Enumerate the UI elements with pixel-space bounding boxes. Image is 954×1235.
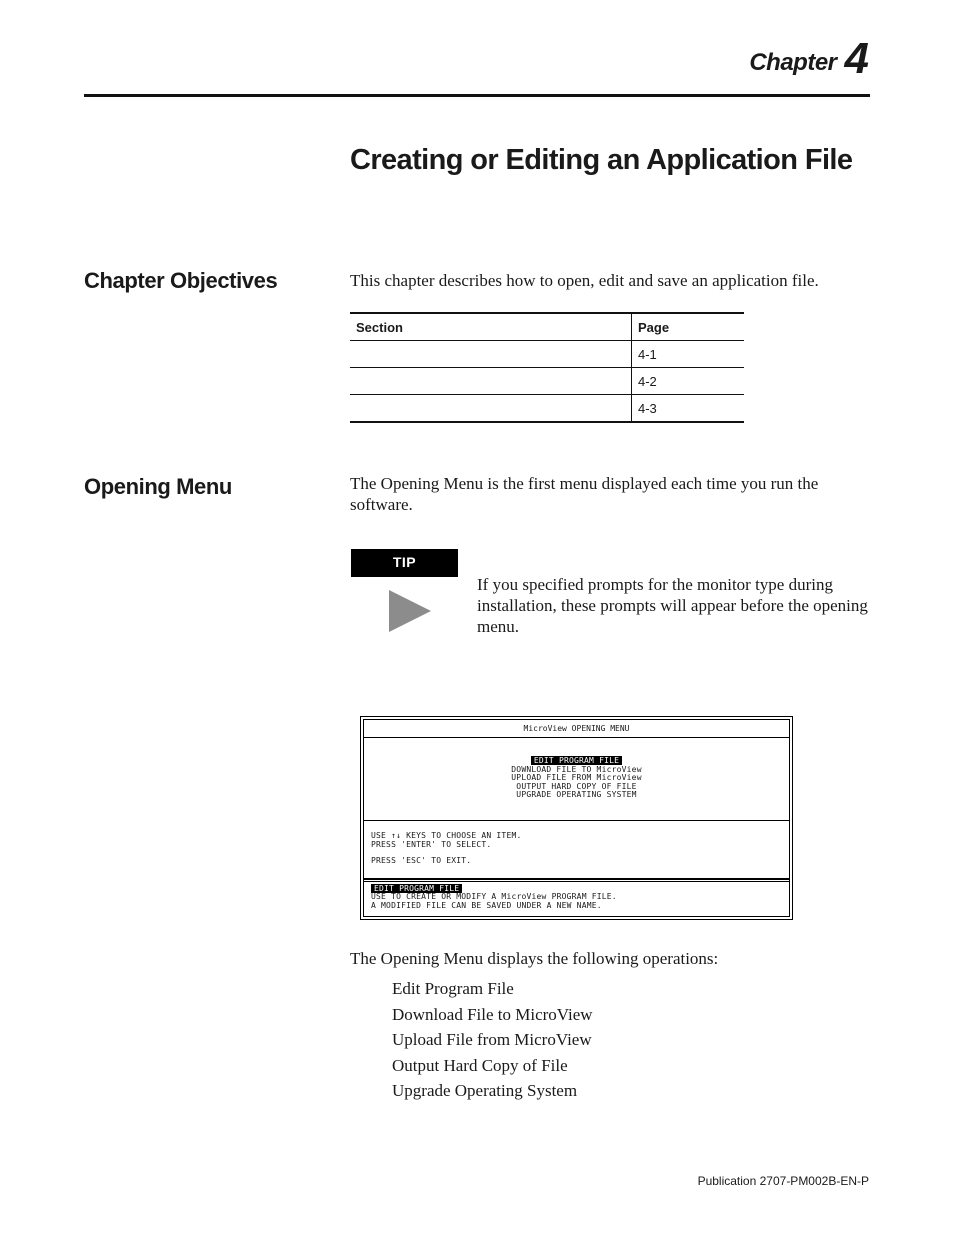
opening-menu-intro: The Opening Menu is the first menu displayed each time you run the software. [350, 474, 819, 514]
publication-number: Publication 2707-PM002B-EN-P [697, 1174, 869, 1188]
tip-arrow-icon [389, 590, 431, 632]
screen-menu-item: UPGRADE OPERATING SYSTEM [516, 790, 637, 799]
table-cell-section [350, 395, 632, 423]
list-item: Edit Program File [392, 979, 514, 998]
screen-title: MicroView OPENING MENU [364, 720, 789, 738]
chapter-title: Creating or Editing an Application File [350, 144, 853, 176]
screen-menu-item: OUTPUT HARD COPY OF FILE [516, 781, 637, 791]
screen-instructions-pane [364, 821, 789, 880]
chapter-word: Chapter [749, 49, 837, 76]
section-table [350, 312, 744, 423]
list-item: Upload File from MicroView [392, 1030, 592, 1049]
table-row [350, 341, 744, 368]
screen-instruction-line: PRESS 'ESC' TO EXIT. [371, 856, 472, 865]
list-item: Upgrade Operating System [392, 1081, 578, 1100]
screen-description-pane [364, 881, 789, 920]
table-row [350, 395, 744, 423]
opening-menu-screenshot [360, 716, 793, 920]
screen-instruction-line: USE ↑↓ KEYS TO CHOOSE AN ITEM. [371, 831, 522, 840]
table-cell-section [350, 341, 632, 368]
tip-badge: TIP [351, 549, 458, 577]
table-cell-page: 4-2 [632, 368, 745, 395]
screen-frame [363, 719, 790, 917]
section-heading-opening-menu: Opening Menu [84, 474, 232, 499]
list-item: Output Hard Copy of File [392, 1055, 568, 1075]
screen-menu-pane [364, 738, 789, 821]
header-rule [84, 94, 870, 97]
table-header-row [350, 313, 744, 341]
table-row [350, 368, 744, 395]
operations-intro: The Opening Menu displays the following operations: [350, 949, 719, 968]
screen-menu-item: DOWNLOAD FILE TO MicroView [511, 764, 642, 774]
tip-text: If you specified prompts for the monitor type during installation, these prompts will appear before the opening menu. [477, 575, 868, 636]
chapter-label [749, 34, 869, 84]
screen-menu-list [364, 757, 789, 800]
operations-list [392, 976, 593, 1104]
screen-menu-item: UPLOAD FILE FROM MicroView [511, 773, 642, 782]
table-cell-page: 4-1 [632, 341, 745, 368]
section-heading-objectives: Chapter Objectives [84, 268, 278, 293]
table-cell-page: 4-3 [632, 395, 745, 423]
screen-description-line: A MODIFIED FILE CAN BE SAVED UNDER A NEW NAME. [371, 901, 602, 910]
list-item: Download File to MicroView [392, 1004, 593, 1024]
screen-description-line: USE TO CREATE OR MODIFY A MicroView PROGRAM FILE. [371, 892, 617, 901]
chapter-number: 4 [844, 34, 869, 83]
screen-instruction-line: PRESS 'ENTER' TO SELECT. [371, 840, 492, 849]
table-cell-section [350, 368, 632, 395]
screen-description-label: EDIT PROGRAM FILE [371, 884, 462, 893]
table-header-section: Section [356, 319, 403, 335]
objectives-intro: This chapter describes how to open, edit and save an application file. [350, 271, 819, 290]
table-header-page: Page [632, 313, 745, 341]
screen-menu-item-selected: EDIT PROGRAM FILE [531, 756, 622, 765]
